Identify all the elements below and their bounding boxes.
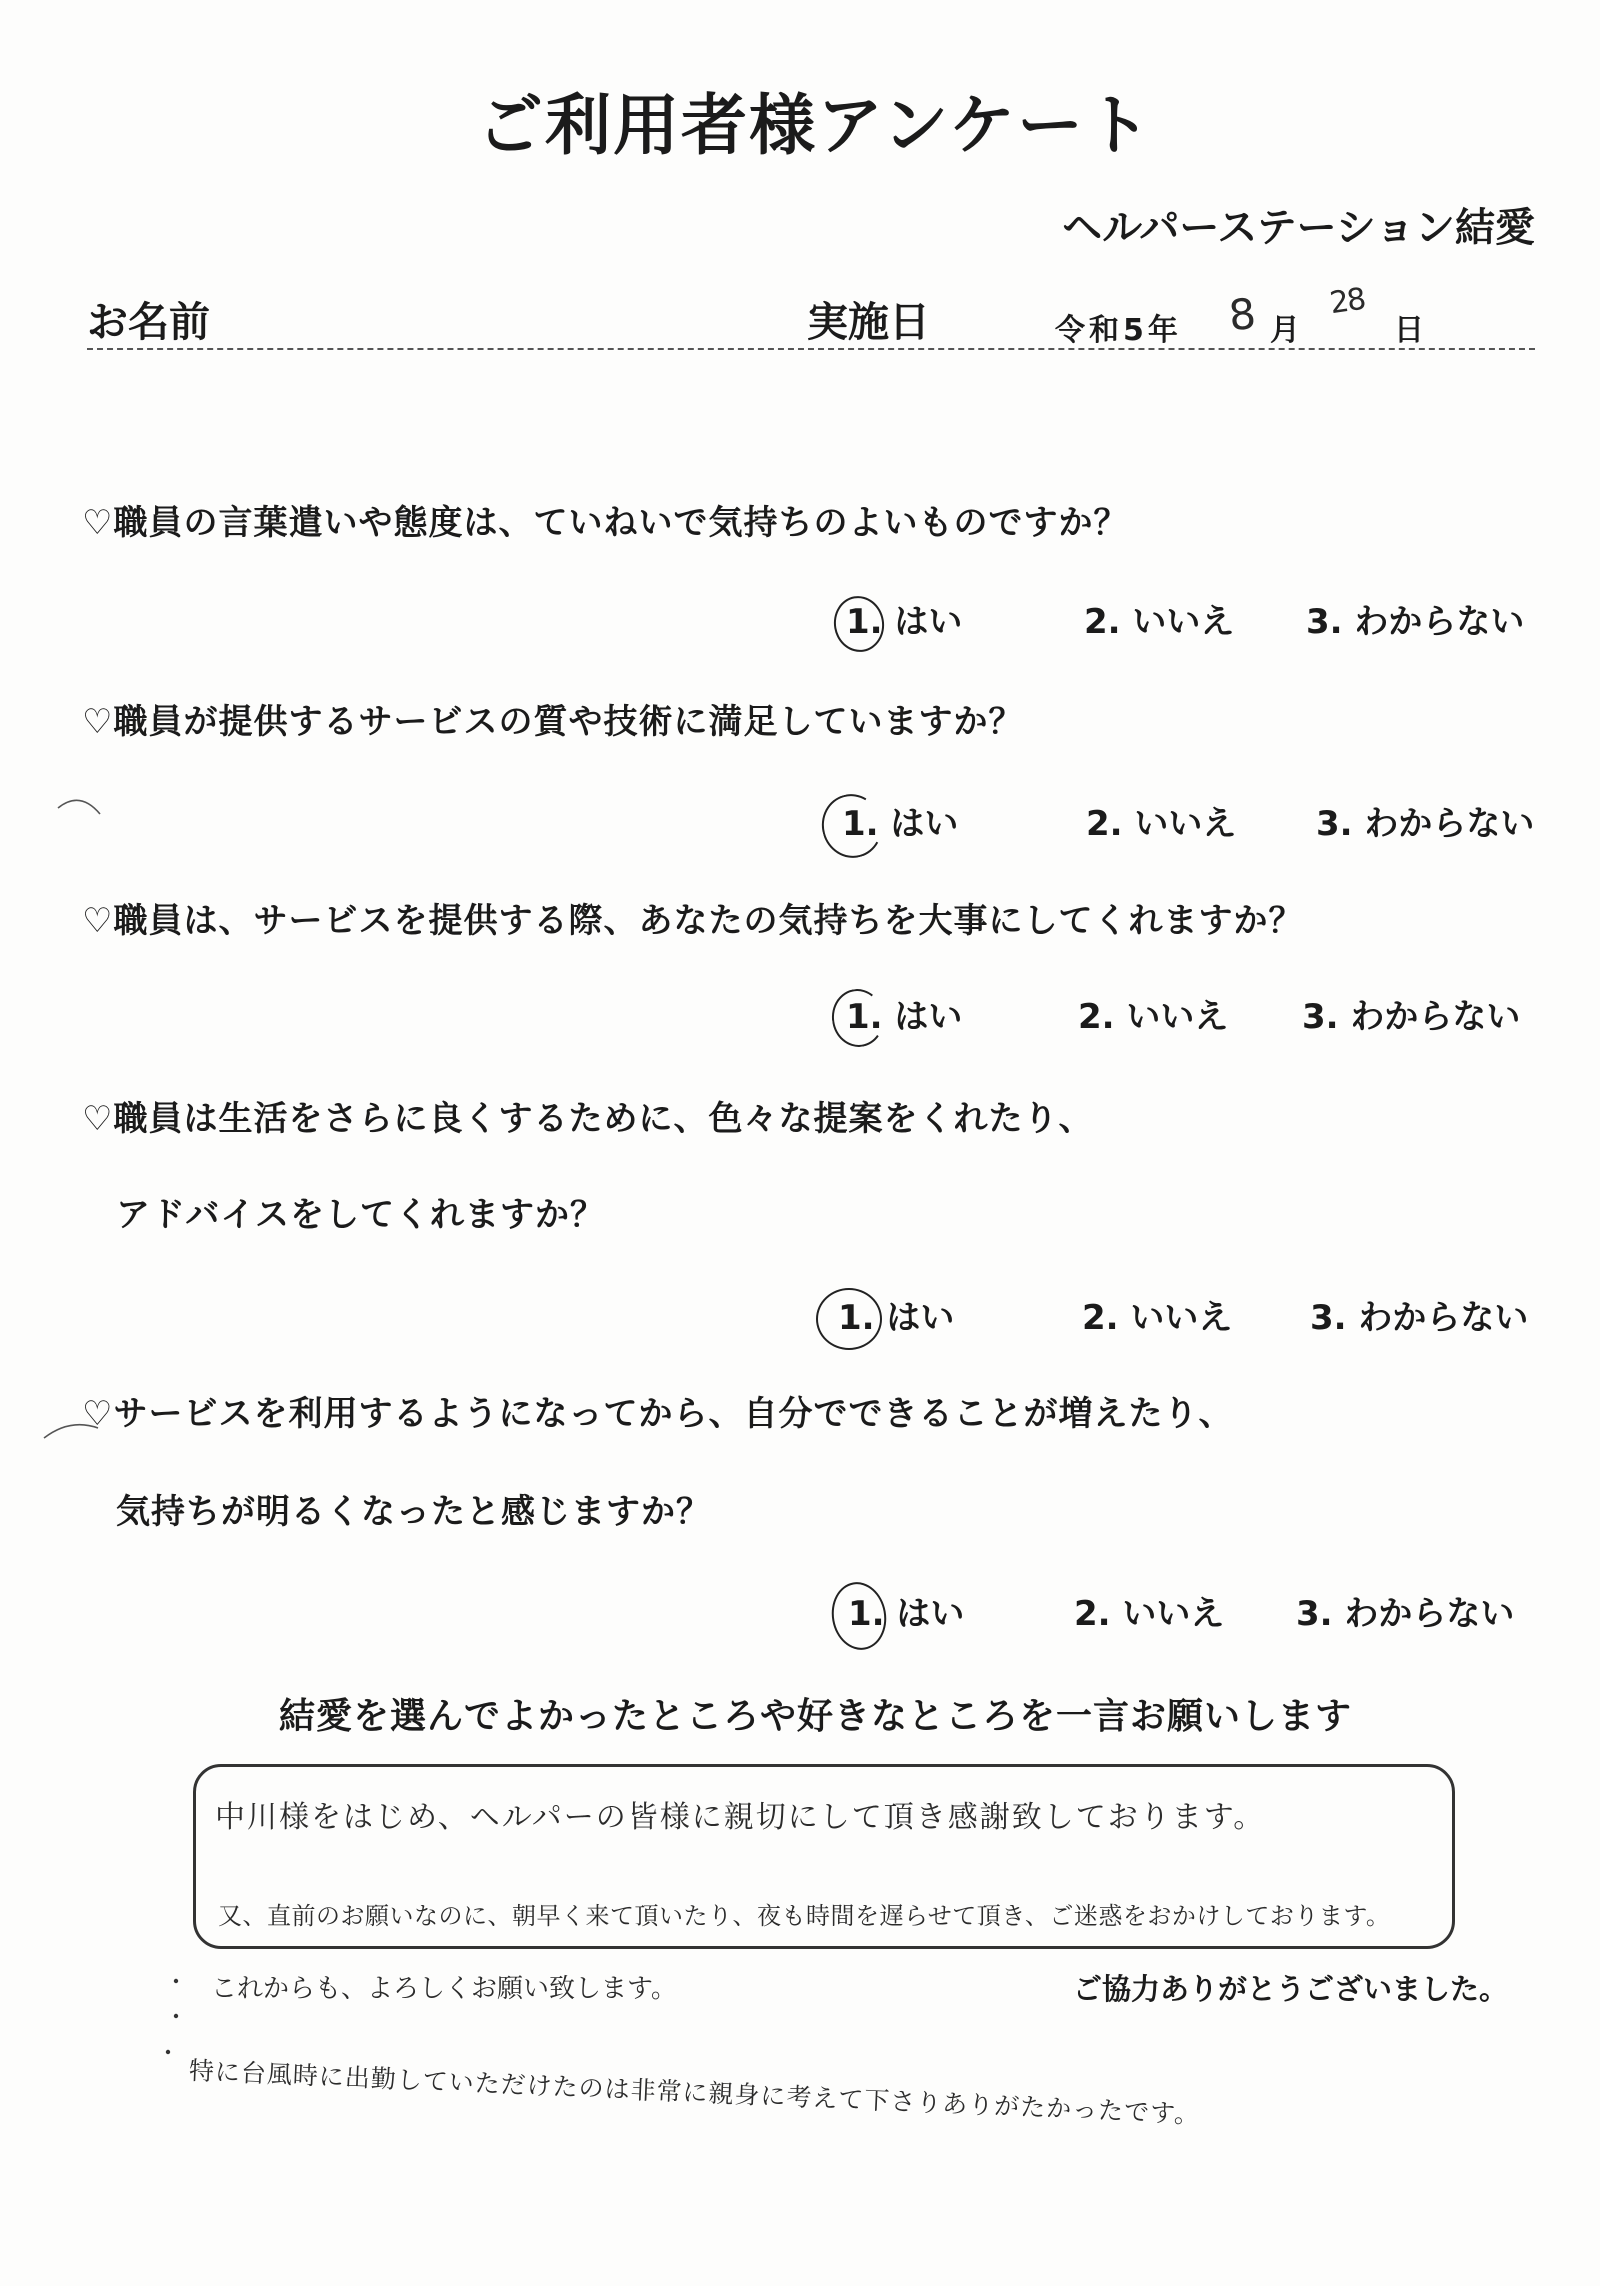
option-no: 2. いいえ	[1082, 1298, 1233, 1338]
question-2-text	[82, 702, 1023, 743]
question-1-text	[82, 503, 1128, 544]
answer-circle-mark	[828, 986, 888, 1051]
stray-dot-mark	[166, 2050, 170, 2054]
question-3-text	[82, 901, 1303, 942]
question-5-line-1: サービスを利用するようになってから、自分でできることが増えたり、	[113, 1394, 1234, 1434]
heart-bullet: ♡	[82, 1394, 114, 1434]
question-4-line-2: アドバイスをしてくれますか？	[116, 1195, 605, 1235]
month-handwritten-value: 8	[1226, 288, 1259, 341]
thank-you-message: ご協力ありがとうございました。	[1073, 1972, 1509, 2006]
handwritten-postscript: 特に台風時に出勤していただけたのは非常に親身に考えて下さりありがたかったです。	[188, 2056, 1201, 2130]
question-5-text	[82, 1394, 1233, 1435]
stray-dot-mark	[174, 1979, 178, 1983]
question-4-text	[82, 1099, 1093, 1140]
option-yes: 1. はい	[842, 804, 958, 845]
question-4-line-1: 職員は生活をさらに良くするために、色々な提案をくれたり、	[113, 1099, 1094, 1139]
comment-prompt: 結愛を選んでよかったところや好きなところを一言お願いします	[279, 1696, 1353, 1737]
day-handwritten-value: 28	[1327, 281, 1367, 322]
heart-bullet: ♡	[82, 1099, 114, 1139]
page-title: ご利用者様アンケート	[476, 87, 1154, 164]
option-no: 2. いいえ	[1084, 602, 1235, 642]
option-yes: 1. はい	[846, 602, 962, 643]
handwritten-comment-line-1: 中川様をはじめ、ヘルパーの皆様に親切にして頂き感謝致しております。	[215, 1800, 1266, 1835]
option-no: 2. いいえ	[1086, 804, 1237, 844]
handwritten-closing: これからも、よろしくお願い致します。	[211, 1974, 677, 2004]
option-dont-know: 3. わからない	[1316, 804, 1535, 844]
question-2-line-1: 職員が提供するサービスの質や技術に満足していますか？	[113, 702, 1024, 742]
month-unit: 月	[1270, 313, 1300, 348]
option-dont-know: 3. わからない	[1310, 1298, 1529, 1338]
answer-circle-mark	[816, 1288, 882, 1350]
answer-circle-mark	[830, 592, 889, 656]
heart-bullet: ♡	[82, 901, 114, 941]
option-dont-know: 3. わからない	[1306, 602, 1525, 642]
handwritten-comment-line-2: 又、直前のお願いなのに、朝早く来て頂いたり、夜も時間を遅らせて頂き、ご迷惑をおかけしております。	[218, 1902, 1391, 1930]
stray-dot-mark	[174, 2014, 178, 2018]
answer-circle-mark	[827, 1578, 892, 1654]
option-yes: 1. はい	[848, 1594, 964, 1635]
question-3-line-1: 職員は、サービスを提供する際、あなたの気持ちを大事にしてくれますか？	[113, 901, 1304, 941]
organization-name: ヘルパーステーション結愛	[1062, 205, 1535, 251]
date-label: 実施日	[807, 298, 930, 346]
day-unit: 日	[1394, 313, 1424, 348]
heart-bullet: ♡	[82, 702, 114, 742]
option-no: 2. いいえ	[1074, 1594, 1225, 1634]
option-yes: 1. はい	[838, 1298, 954, 1339]
option-dont-know: 3. わからない	[1296, 1594, 1515, 1634]
option-no: 2. いいえ	[1078, 997, 1229, 1037]
option-yes: 1. はい	[846, 997, 962, 1038]
heart-bullet: ♡	[82, 503, 114, 543]
option-dont-know: 3. わからない	[1302, 997, 1521, 1037]
era-year: 令和5年	[1055, 313, 1182, 348]
name-date-dotted-line	[87, 348, 1535, 350]
answer-circle-mark	[815, 787, 890, 864]
question-5-line-2: 気持ちが明るくなったと感じますか？	[116, 1492, 711, 1532]
name-label: お名前	[87, 298, 210, 346]
question-1-line-1: 職員の言葉遣いや態度は、ていねいで気持ちのよいものですか？	[113, 503, 1129, 543]
stray-arc-mark	[58, 800, 100, 814]
